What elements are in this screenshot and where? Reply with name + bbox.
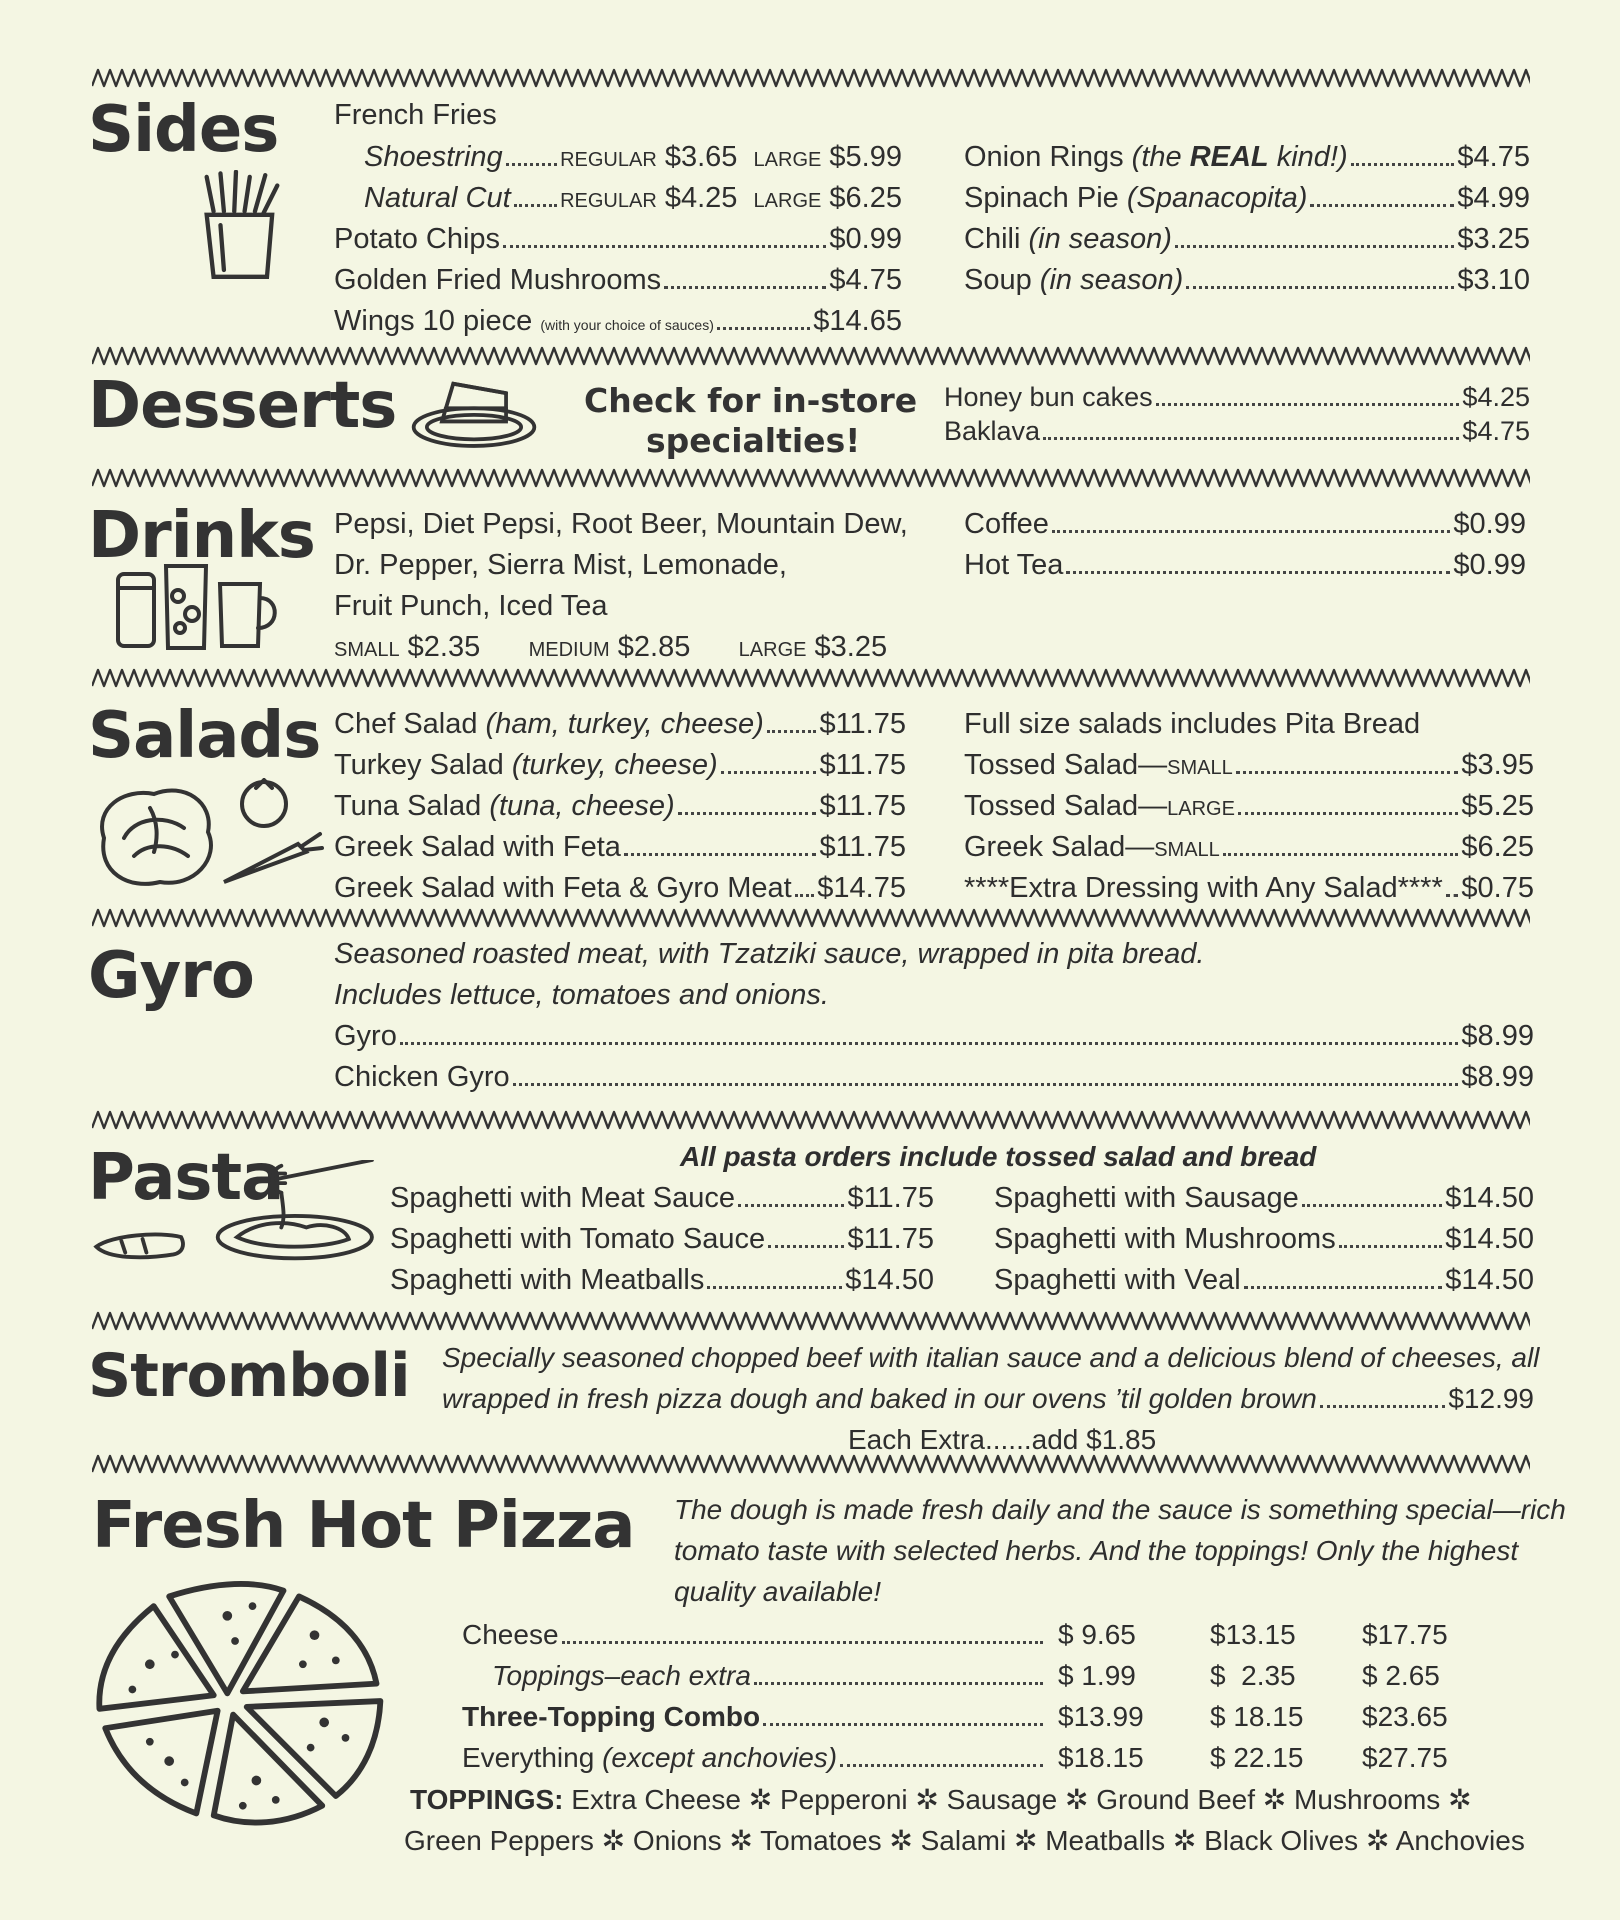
pizza-price: $27.75 xyxy=(1362,1742,1448,1773)
price: $4.75 xyxy=(829,264,902,296)
price: $14.50 xyxy=(845,1264,934,1296)
price: $11.75 xyxy=(819,831,906,863)
star-separator-icon: ✲ xyxy=(915,1784,939,1815)
star-separator-icon: ✲ xyxy=(1448,1784,1472,1815)
item-name: Spaghetti with Veal xyxy=(994,1264,1241,1296)
item-name: Spaghetti with Meat Sauce xyxy=(390,1182,735,1214)
item-name: Greek Salad with Feta & Gyro Meat xyxy=(334,872,792,904)
gyro-description-line1: Seasoned roasted meat, with Tzatziki sauce, wrapped in pita bread. xyxy=(334,938,1205,970)
price: $11.75 xyxy=(847,1223,934,1255)
topping: Anchovies xyxy=(1395,1825,1525,1856)
item-name: Everything xyxy=(462,1742,603,1773)
size-label: REGULAR xyxy=(560,149,657,171)
star-separator-icon: ✲ xyxy=(1262,1784,1287,1815)
menu-item-mushrooms xyxy=(334,266,902,295)
pasta-heading: Pasta xyxy=(88,1141,284,1215)
price: $14.50 xyxy=(1445,1223,1534,1255)
pizza-price: $23.65 xyxy=(1362,1701,1448,1732)
item-name: Tossed Salad— xyxy=(964,749,1168,781)
item-name: ****Extra Dressing with Any Salad**** xyxy=(964,872,1443,904)
menu-item-chili xyxy=(964,225,1530,254)
item-note: (in season) xyxy=(1028,223,1172,255)
menu-item-spaghetti-sausage xyxy=(994,1184,1534,1213)
price: $2.35 xyxy=(407,631,481,663)
salads-heading: Salads xyxy=(88,699,321,773)
item-name: Wings 10 piece xyxy=(334,305,533,337)
price: $8.99 xyxy=(1461,1020,1534,1052)
menu-item-extra-dressing xyxy=(964,874,1534,903)
drinks-heading: Drinks xyxy=(88,499,315,573)
toppings-line2 xyxy=(404,1827,1525,1855)
pizza-price: $13.99 xyxy=(1058,1701,1144,1732)
size-label: LARGE xyxy=(1167,798,1235,820)
pizza-description-line1: The dough is made fresh daily and the sauce is something special—rich xyxy=(674,1494,1566,1525)
topping: Onions xyxy=(632,1825,722,1856)
menu-item-greek-salad-gyro xyxy=(334,874,906,903)
item-name: Potato Chips xyxy=(334,223,501,255)
item-name: Soup xyxy=(964,264,1032,296)
topping: Black Olives xyxy=(1204,1825,1359,1856)
pizza-price: $ 2.65 xyxy=(1362,1660,1440,1691)
item-name: Cheese xyxy=(462,1619,559,1650)
menu-item-honey-bun xyxy=(944,384,1530,412)
star-separator-icon: ✲ xyxy=(748,1784,773,1815)
menu-item-potato-chips xyxy=(334,225,902,254)
menu-item-chef-salad xyxy=(334,710,906,739)
menu-item-onion-rings xyxy=(964,143,1530,172)
price: $2.85 xyxy=(617,631,691,663)
price: $4.25 xyxy=(1462,382,1530,412)
item-name: Toppings–each extra xyxy=(492,1660,751,1691)
item-name: Three-Topping Combo xyxy=(462,1701,761,1732)
item-note: (the REAL kind!) xyxy=(1131,141,1348,173)
pizza-price: $ 1.99 xyxy=(1058,1660,1136,1691)
menu-item-spaghetti-tomato-sauce xyxy=(390,1225,934,1254)
menu-item-soup xyxy=(964,266,1530,295)
item-name: Onion Rings xyxy=(964,141,1124,173)
pizza-price: $13.15 xyxy=(1210,1619,1296,1650)
pizza-row-toppings xyxy=(492,1662,1046,1691)
price: $3.10 xyxy=(1457,264,1530,296)
price: $14.75 xyxy=(817,872,906,904)
star-separator-icon: ✲ xyxy=(1365,1825,1390,1856)
toppings-label: TOPPINGS: xyxy=(410,1784,564,1815)
pizza-row-everything xyxy=(462,1744,1046,1773)
price: $3.25 xyxy=(814,631,888,663)
menu-item-spaghetti-meatballs xyxy=(390,1266,934,1295)
price: $0.99 xyxy=(829,223,902,255)
star-separator-icon: ✲ xyxy=(1172,1825,1197,1856)
menu-item-baklava xyxy=(944,418,1530,446)
size-label: SMALL xyxy=(1167,757,1233,779)
french-fries-label: French Fries xyxy=(334,99,497,131)
item-name: Spaghetti with Tomato Sauce xyxy=(390,1223,766,1255)
pizza-icon xyxy=(82,1576,392,1830)
price: $0.75 xyxy=(1461,872,1534,904)
pizza-price: $17.75 xyxy=(1362,1619,1448,1650)
cake-slice-icon xyxy=(408,374,540,450)
star-separator-icon: ✲ xyxy=(1064,1784,1089,1815)
pizza-row-three-topping xyxy=(462,1703,1046,1732)
fries-icon xyxy=(194,170,290,282)
topping: Ground Beef xyxy=(1096,1784,1256,1815)
topping: Mushrooms xyxy=(1294,1784,1441,1815)
item-name: Baklava xyxy=(944,416,1041,446)
item-note: (turkey, cheese) xyxy=(511,749,718,781)
pasta-plate-icon xyxy=(92,1160,382,1266)
price: $4.75 xyxy=(1457,141,1530,173)
pizza-price: $18.15 xyxy=(1058,1742,1144,1773)
item-name: Greek Salad with Feta xyxy=(334,831,621,863)
price: $14.50 xyxy=(1445,1264,1534,1296)
desserts-callout-line2: specialties! xyxy=(646,421,861,460)
star-separator-icon: ✲ xyxy=(729,1825,753,1856)
divider-zigzag xyxy=(92,1311,1530,1333)
price: $4.99 xyxy=(1457,182,1530,214)
topping: Pepperoni xyxy=(779,1784,908,1815)
pizza-price: $ 18.15 xyxy=(1210,1701,1304,1732)
topping: Salami xyxy=(920,1825,1007,1856)
item-name: Greek Salad— xyxy=(964,831,1155,863)
price: $11.75 xyxy=(819,708,906,740)
size-label: LARGE xyxy=(753,190,822,212)
item-name: Gyro xyxy=(334,1020,397,1052)
pizza-description-line2: tomato taste with selected herbs. And the toppings! Only the highest xyxy=(674,1535,1519,1566)
price: $6.25 xyxy=(829,182,902,214)
item-name: Shoestring xyxy=(364,141,503,173)
pizza-heading: Fresh Hot Pizza xyxy=(92,1489,635,1563)
desserts-callout-line1: Check for in-store xyxy=(584,381,918,420)
menu-item-wings xyxy=(334,307,902,336)
size-label: SMALL xyxy=(334,639,400,661)
price: $3.65 xyxy=(664,141,738,173)
item-name: Tuna Salad xyxy=(334,790,490,822)
price: $14.50 xyxy=(1445,1182,1534,1214)
price: $3.95 xyxy=(1461,749,1534,781)
menu-item-spaghetti-mushrooms xyxy=(994,1225,1534,1254)
menu-item-tossed-large xyxy=(964,792,1534,821)
pizza-row-cheese xyxy=(462,1621,1046,1650)
menu-item-spaghetti-veal xyxy=(994,1266,1534,1295)
menu-item-hot-tea xyxy=(964,551,1526,580)
item-note: (except anchovies) xyxy=(602,1742,838,1773)
star-separator-icon: ✲ xyxy=(601,1825,626,1856)
price: $3.25 xyxy=(1457,223,1530,255)
item-name: Chili xyxy=(964,223,1021,255)
size-label: MEDIUM xyxy=(528,639,610,661)
divider-zigzag xyxy=(92,68,1530,90)
item-name: Natural Cut xyxy=(364,182,511,214)
star-separator-icon: ✲ xyxy=(889,1825,913,1856)
item-note: (tuna, cheese) xyxy=(489,790,675,822)
item-note: (ham, turkey, cheese) xyxy=(485,708,764,740)
item-name: Hot Tea xyxy=(964,549,1064,581)
pizza-description-line3: quality available! xyxy=(674,1576,882,1607)
menu-item-tuna-salad xyxy=(334,792,906,821)
item-name: Honey bun cakes xyxy=(944,382,1153,412)
price: $0.99 xyxy=(1453,549,1526,581)
price: $11.75 xyxy=(819,749,906,781)
stromboli-heading: Stromboli xyxy=(88,1341,410,1411)
menu-item-spinach-pie xyxy=(964,184,1530,213)
menu-item-spaghetti-meat-sauce xyxy=(390,1184,934,1213)
menu-item-greek-small xyxy=(964,833,1534,862)
drinks-line1: Pepsi, Diet Pepsi, Root Beer, Mountain Dew, xyxy=(334,508,908,540)
drinks-line3: Fruit Punch, Iced Tea xyxy=(334,590,608,622)
item-name: Spaghetti with Meatballs xyxy=(390,1264,705,1296)
item-name: Turkey Salad xyxy=(334,749,512,781)
price: $8.99 xyxy=(1461,1061,1534,1093)
divider-zigzag xyxy=(92,1454,1530,1476)
menu-item-chicken-gyro xyxy=(334,1063,1534,1092)
star-separator-icon: ✲ xyxy=(1013,1825,1038,1856)
sides-heading: Sides xyxy=(88,93,279,167)
menu-item-gyro xyxy=(334,1022,1534,1051)
pasta-note: All pasta orders include tossed salad and bread xyxy=(680,1141,1317,1172)
divider-zigzag xyxy=(92,346,1530,368)
price: $5.25 xyxy=(1461,790,1534,822)
item-name: Golden Fried Mushrooms xyxy=(334,264,662,296)
price: $5.99 xyxy=(829,141,902,173)
size-label: LARGE xyxy=(738,639,807,661)
menu-item-coffee xyxy=(964,510,1526,539)
price: $4.75 xyxy=(1462,416,1530,446)
salad-vegetables-icon xyxy=(84,778,324,898)
gyro-description-line2: Includes lettuce, tomatoes and onions. xyxy=(334,979,829,1011)
menu-item-turkey-salad xyxy=(334,751,906,780)
price: $14.65 xyxy=(813,305,902,337)
item-name: Chef Salad xyxy=(334,708,486,740)
drinks-line2: Dr. Pepper, Sierra Mist, Lemonade, xyxy=(334,549,787,581)
divider-zigzag xyxy=(92,1110,1530,1132)
price: $0.99 xyxy=(1453,508,1526,540)
pizza-price: $ 2.35 xyxy=(1210,1660,1296,1691)
item-name: Spaghetti with Mushrooms xyxy=(994,1223,1336,1255)
pizza-price: $ 22.15 xyxy=(1210,1742,1304,1773)
topping: Sausage xyxy=(946,1784,1058,1815)
size-label: SMALL xyxy=(1154,839,1220,861)
toppings-line1 xyxy=(410,1786,1472,1814)
item-name: Spaghetti with Sausage xyxy=(994,1182,1299,1214)
divider-zigzag xyxy=(92,668,1530,690)
stromboli-extra: Each Extra......add $1.85 xyxy=(848,1424,1157,1455)
price: $4.25 xyxy=(664,182,738,214)
topping: Tomatoes xyxy=(760,1825,882,1856)
pizza-price: $ 9.65 xyxy=(1058,1619,1136,1650)
item-name: Coffee xyxy=(964,508,1049,540)
topping: Green Peppers xyxy=(404,1825,594,1856)
stromboli-description-line1: Specially seasoned chopped beef with italian sauce and a delicious blend of cheeses, all xyxy=(442,1342,1540,1373)
price: $11.75 xyxy=(819,790,906,822)
menu-item-tossed-small xyxy=(964,751,1534,780)
menu-item-greek-salad-feta xyxy=(334,833,906,862)
price: $6.25 xyxy=(1461,831,1534,863)
item-note: (in season) xyxy=(1039,264,1184,296)
divider-zigzag xyxy=(92,468,1530,490)
drinks-sizes xyxy=(334,633,887,662)
size-label: REGULAR xyxy=(560,190,657,212)
menu-item-stromboli xyxy=(442,1385,1534,1414)
price: $11.75 xyxy=(847,1182,934,1214)
menu-item-natural-cut xyxy=(364,184,902,213)
size-label: LARGE xyxy=(753,149,822,171)
desserts-heading: Desserts xyxy=(88,369,397,443)
price: $12.99 xyxy=(1448,1383,1534,1414)
item-name: Tossed Salad— xyxy=(964,790,1168,822)
item-note: (Spanacopita) xyxy=(1126,182,1308,214)
item-note: (with your choice of sauces) xyxy=(540,317,714,333)
divider-zigzag xyxy=(92,908,1530,930)
drinks-icon xyxy=(112,562,292,652)
item-name: wrapped in fresh pizza dough and baked in our ovens ’til golden brown xyxy=(442,1383,1317,1414)
salads-pita-note: Full size salads includes Pita Bread xyxy=(964,708,1421,740)
item-name: Spinach Pie xyxy=(964,182,1119,214)
topping: Extra Cheese xyxy=(571,1784,741,1815)
topping: Meatballs xyxy=(1045,1825,1166,1856)
item-name: Chicken Gyro xyxy=(334,1061,510,1093)
gyro-heading: Gyro xyxy=(88,939,254,1013)
menu-item-shoestring xyxy=(364,143,902,172)
